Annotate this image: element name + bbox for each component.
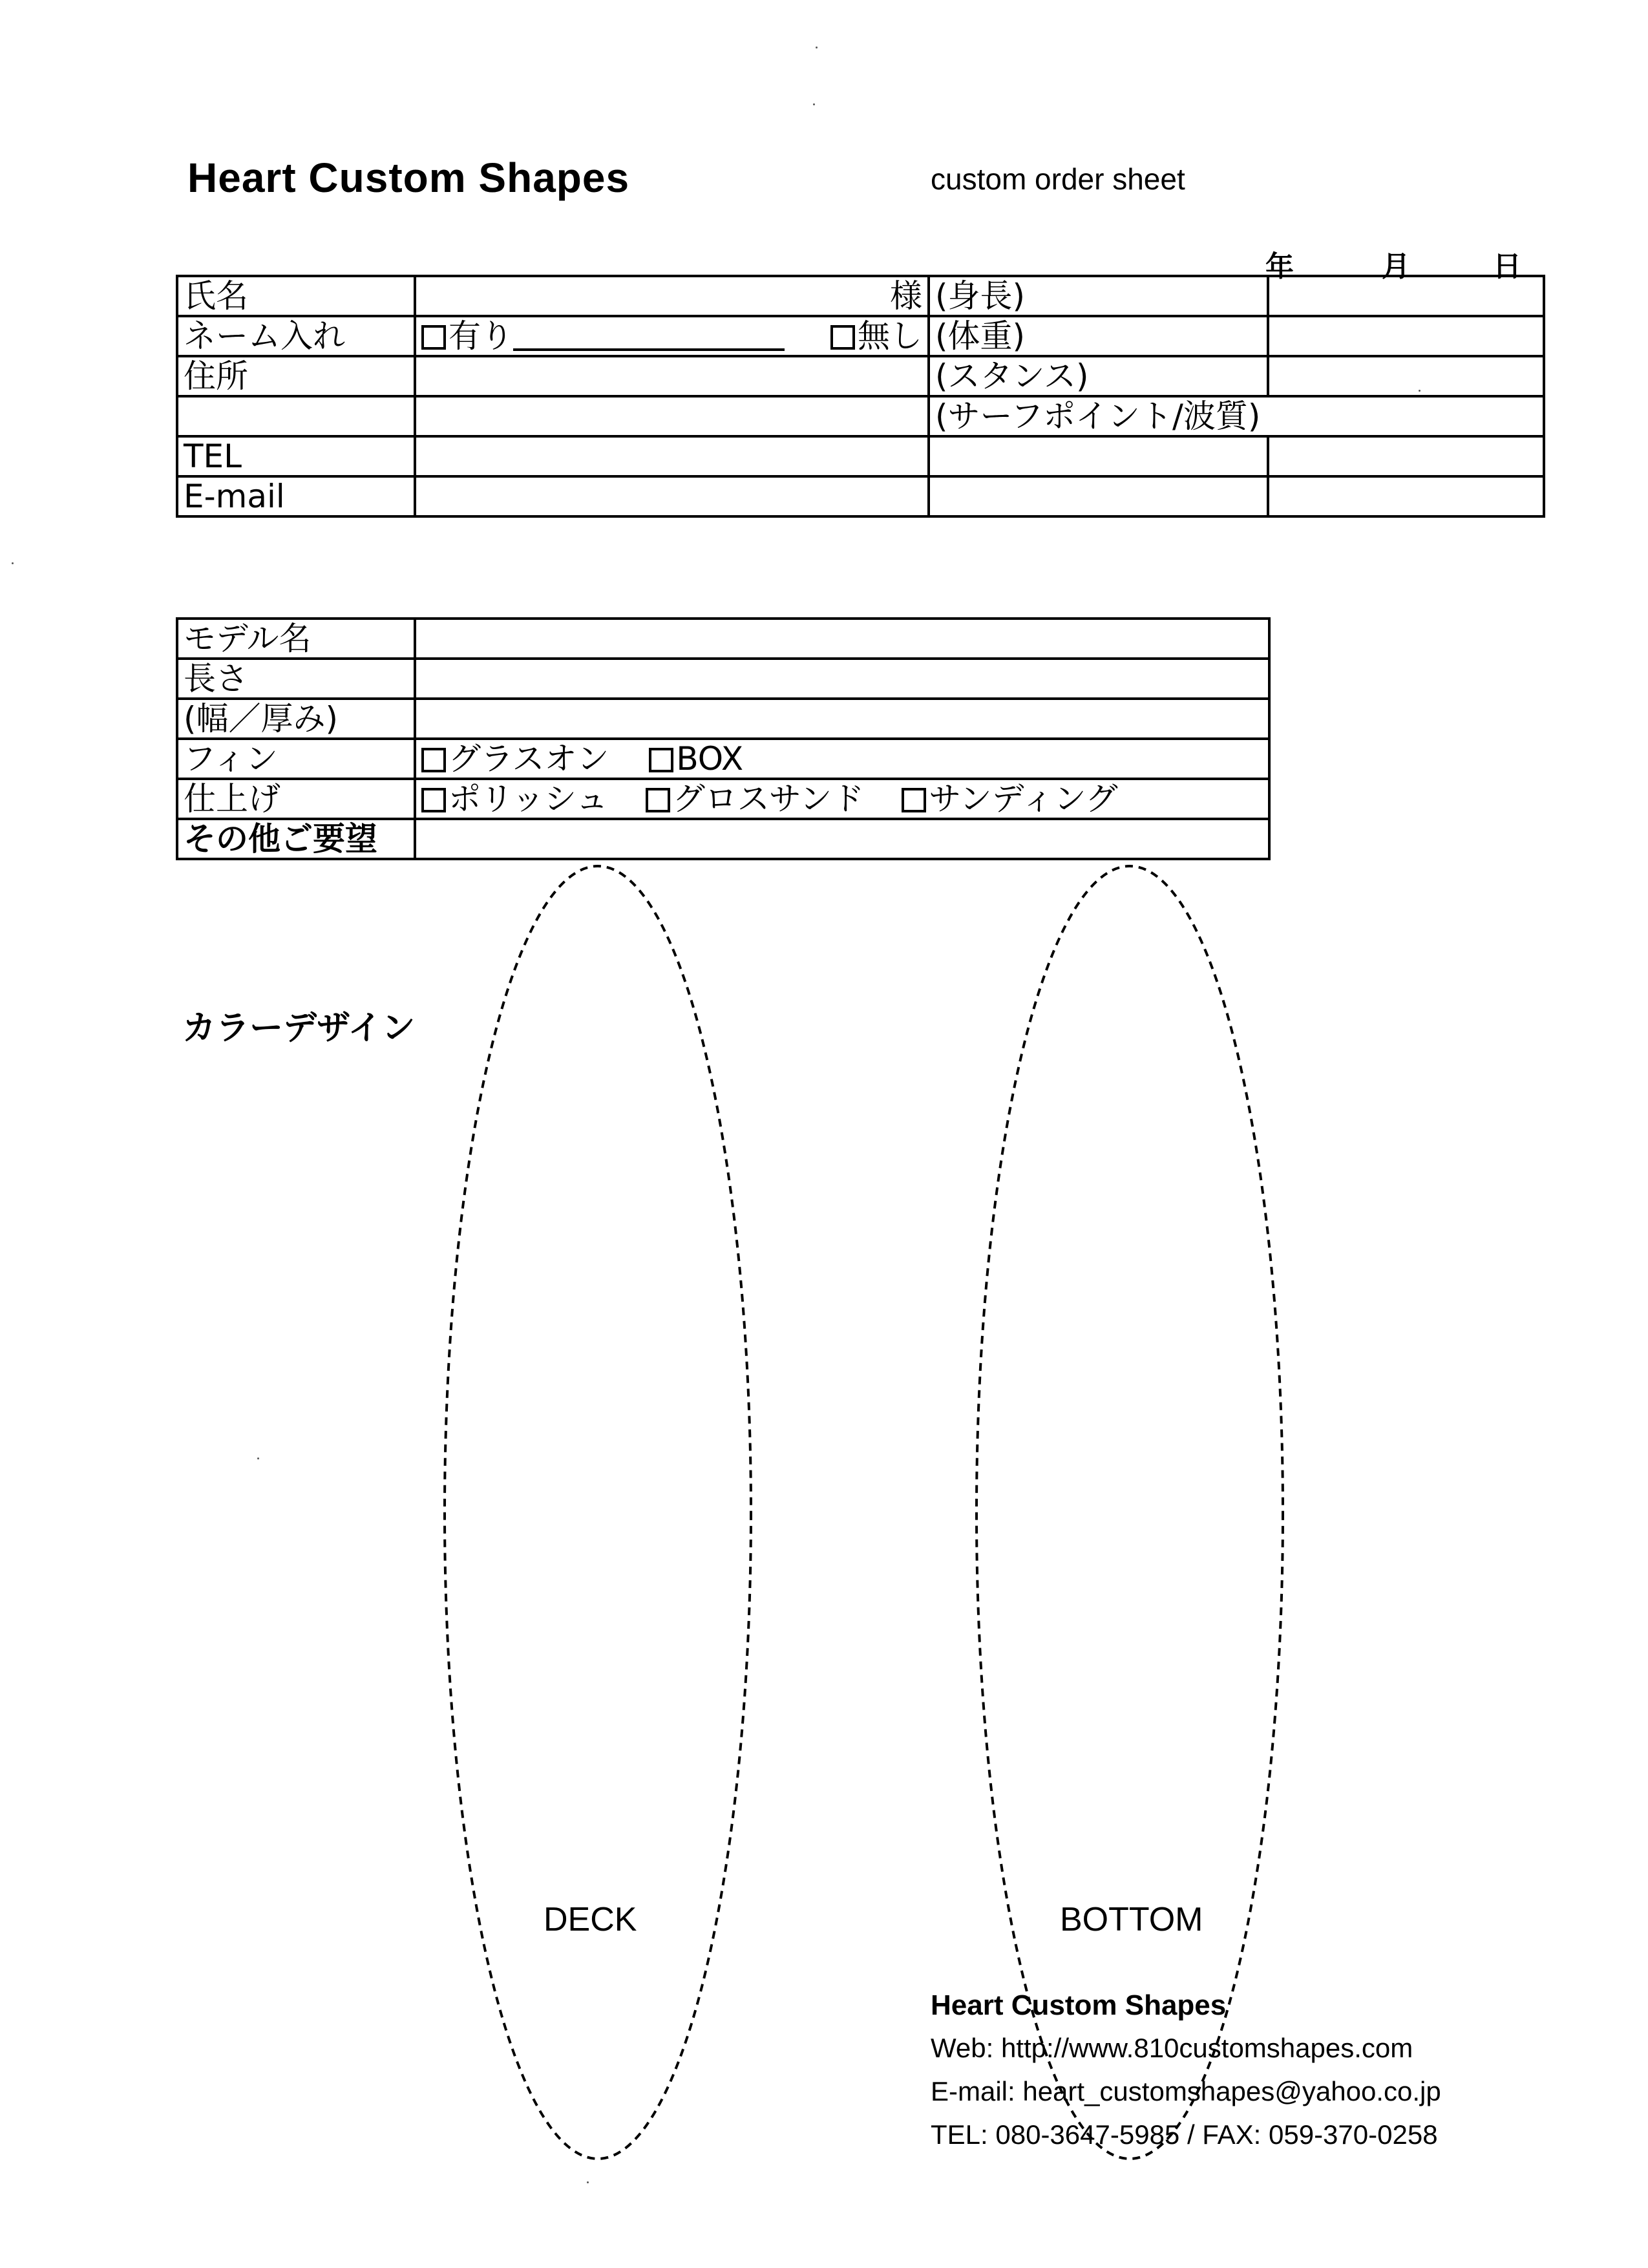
date-day-label: 日 bbox=[1493, 250, 1521, 283]
length-label: 長さ bbox=[177, 659, 415, 699]
surf-point-label: (サーフポイント/波質) bbox=[929, 396, 1544, 436]
fin-label: フィン bbox=[177, 739, 415, 779]
stance-label: (スタンス) bbox=[929, 356, 1268, 396]
date-year-label: 年 bbox=[1265, 250, 1294, 283]
name-engraving-label: ネーム入れ bbox=[177, 316, 415, 356]
bottom-label: BOTTOM bbox=[1060, 1901, 1203, 1938]
email-label: E-mail bbox=[177, 476, 415, 516]
footer-tel-fax: TEL: 080-3647-5985 / FAX: 059-370-0258 bbox=[931, 2119, 1438, 2150]
scan-speck bbox=[813, 103, 815, 105]
engraving-no-label: 無し bbox=[858, 317, 922, 355]
color-design-label: カラーデザイン bbox=[182, 1009, 416, 1048]
scan-speck bbox=[587, 2181, 589, 2183]
finish-polish-label: ポリッシュ bbox=[449, 780, 608, 818]
fin-box-label: BOX bbox=[676, 740, 744, 778]
footer-email[interactable]: E-mail: heart_customshapes@yahoo.co.jp bbox=[931, 2076, 1441, 2106]
footer-web[interactable]: Web: http://www.810customshapes.com bbox=[931, 2033, 1413, 2063]
width-thickness-label: (幅／厚み) bbox=[177, 699, 415, 739]
date-month-label: 月 bbox=[1382, 250, 1410, 283]
deck-label: DECK bbox=[544, 1901, 637, 1938]
deck-outline[interactable] bbox=[445, 866, 751, 2159]
scan-speck bbox=[816, 47, 818, 48]
finish-gloss-sand-label: グロスサンド bbox=[672, 780, 865, 818]
fin-glass-on-label: グラスオン bbox=[449, 740, 609, 778]
brand-title: Heart Custom Shapes bbox=[187, 154, 630, 201]
bottom-outline[interactable] bbox=[977, 866, 1283, 2159]
name-label: 氏名 bbox=[177, 276, 415, 316]
scan-speck bbox=[257, 1457, 259, 1459]
weight-label: (体重) bbox=[929, 316, 1268, 356]
height-label: (身長) bbox=[929, 276, 1268, 316]
scan-speck bbox=[12, 562, 14, 564]
engraving-yes-label: 有り bbox=[449, 317, 513, 355]
other-requests-label: その他ご要望 bbox=[177, 819, 415, 859]
address-label: 住所 bbox=[177, 356, 415, 396]
tel-label: TEL bbox=[177, 436, 415, 476]
model-label: モデル名 bbox=[177, 619, 415, 659]
scan-speck bbox=[1419, 390, 1421, 392]
footer-company-name: Heart Custom Shapes bbox=[931, 1989, 1227, 2021]
name-suffix: 様 bbox=[890, 277, 922, 315]
sheet-subtitle: custom order sheet bbox=[931, 162, 1185, 196]
finish-sanding-label: サンディング bbox=[929, 780, 1118, 818]
finish-label: 仕上げ bbox=[177, 779, 415, 819]
